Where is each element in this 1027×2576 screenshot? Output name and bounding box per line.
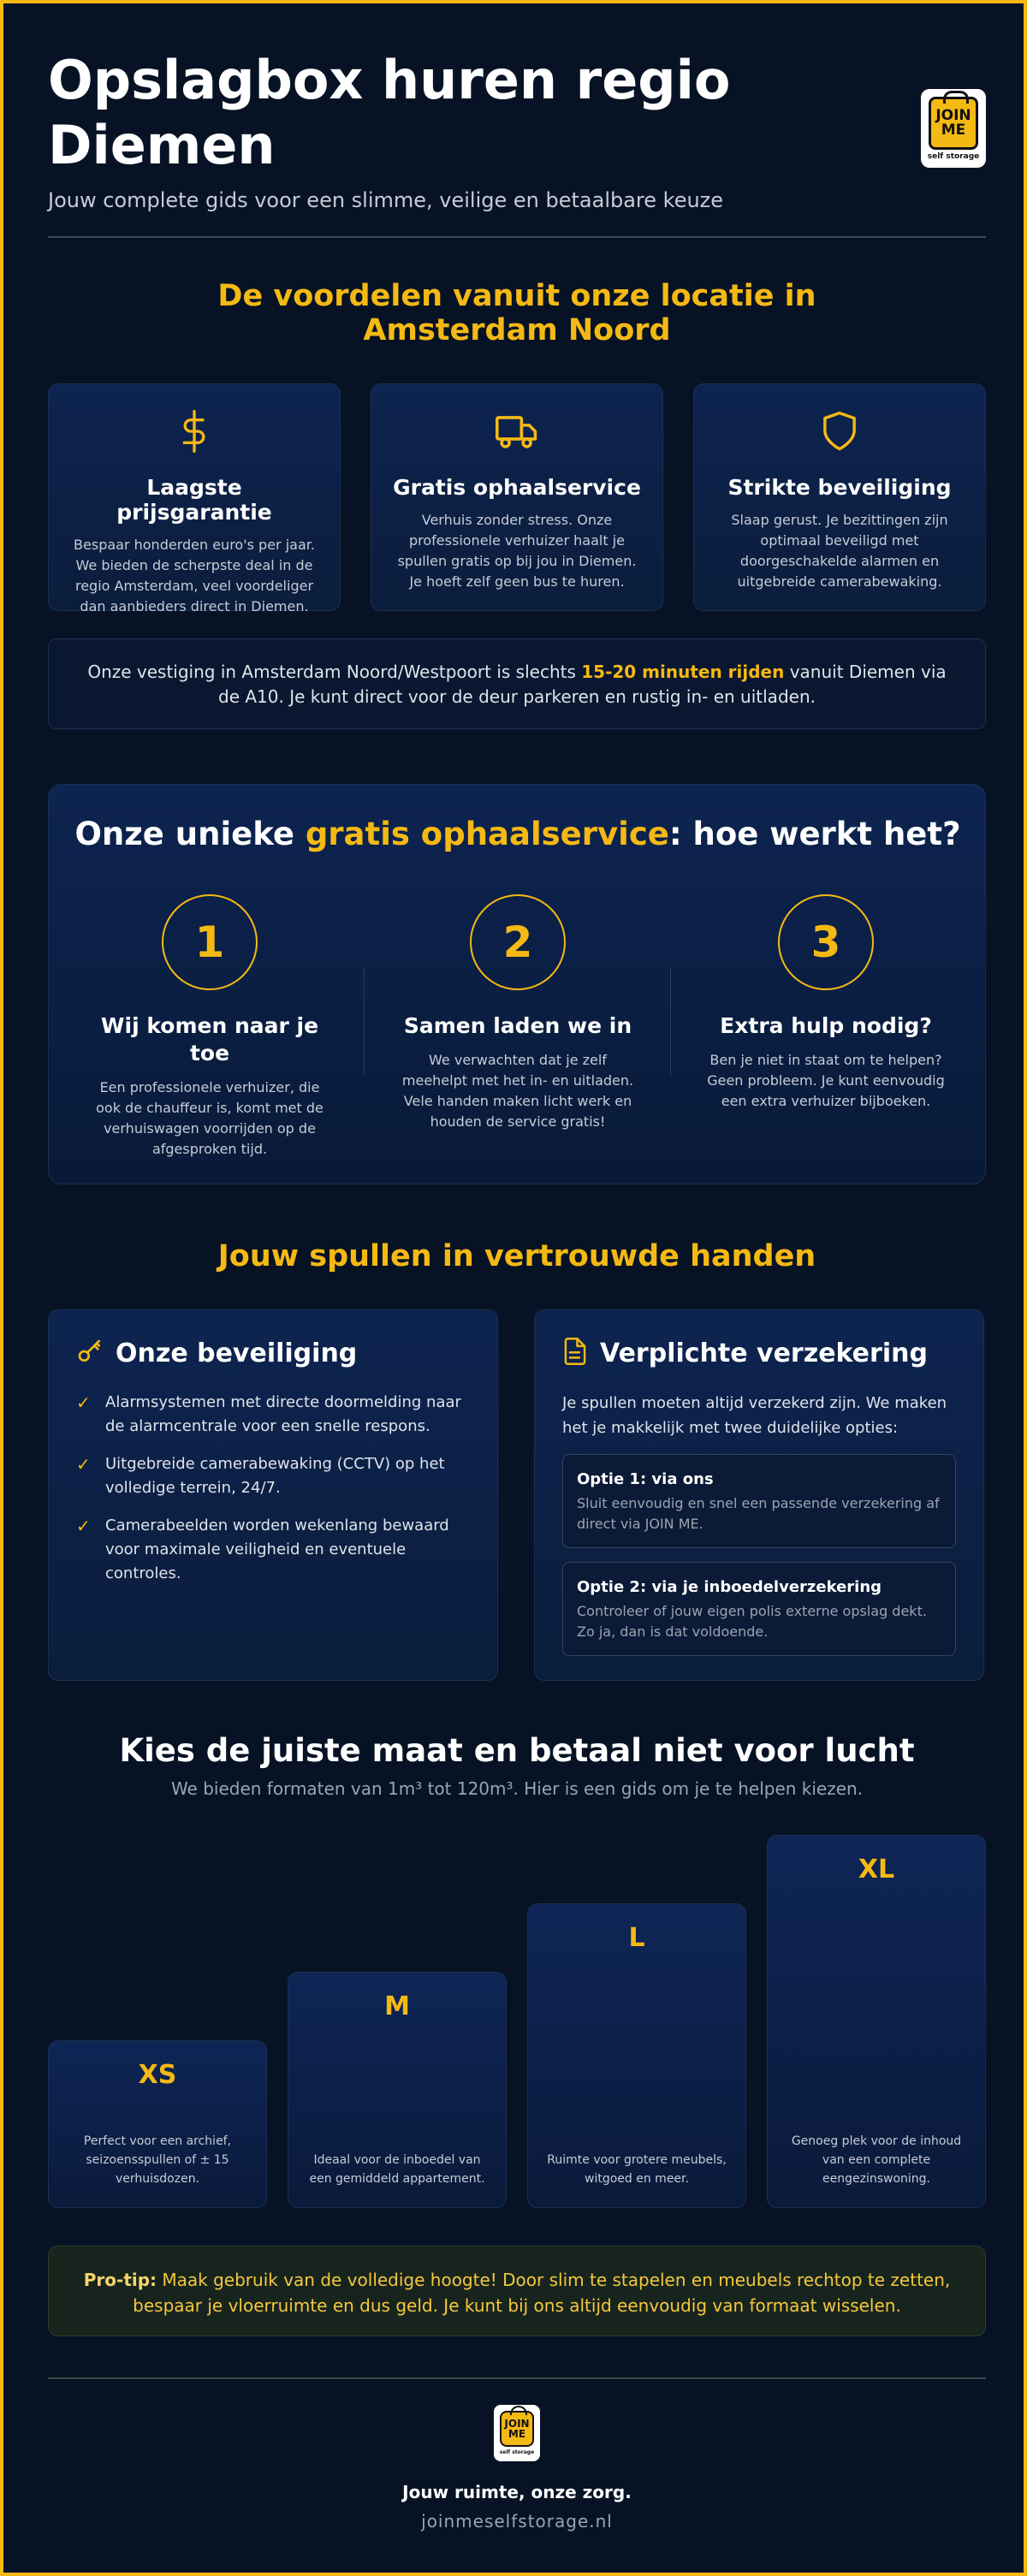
sizes-subtitle: We bieden formaten van 1m³ tot 120m³. Hier is een gids om je te helpen kiezen.: [170, 1778, 864, 1799]
benefit-card: [693, 383, 986, 611]
security-item-text: Uitgebreide camerabewaking (CCTV) op het volledige terrein, 24/7.: [105, 1455, 445, 1497]
benefits-title: De voordelen vanuit onze locatie in Amsterdam Noord: [217, 279, 816, 347]
security-panel: [48, 1309, 498, 1681]
insurance-title: Verplichte verzekering: [600, 1338, 928, 1368]
insurance-option: [562, 1454, 956, 1548]
pro-tip-text: Maak gebruik van de volledige hoogte! Door slim te stapelen en meubels rechtop te zetten, bespaar je vloerruimte en dus geld. Je kunt bij ons altijd eenvoudig van formaat wisselen.: [133, 2270, 951, 2316]
insurance-panel: [534, 1309, 984, 1681]
key-icon: [76, 1338, 104, 1368]
logo-line1: JOIN: [935, 106, 971, 124]
size-card-m: [288, 1972, 507, 2208]
benefit-card: [48, 383, 341, 614]
option-title: Optie 1: via ons: [577, 1470, 714, 1488]
step-text: Ben je niet in staat om te helpen? Geen probleem. Je kunt eenvoudig een extra verhuizer bijboeken.: [707, 1052, 945, 1109]
logo-tag: self storage: [499, 2449, 535, 2455]
footer: [48, 2405, 986, 2531]
check-icon: ✓: [76, 1516, 91, 1536]
pickup-title-before: Onze unieke: [74, 816, 306, 852]
size-text: Ideaal voor de inboedel van een gemiddeld appartement.: [309, 2153, 485, 2186]
size-card-xl: [767, 1835, 986, 2208]
size-card-l: [527, 1903, 746, 2208]
divider: [48, 2377, 986, 2379]
insurance-option: [562, 1562, 956, 1656]
benefit-title: Gratis ophaalservice: [393, 475, 641, 500]
pickup-title: [49, 816, 987, 852]
benefit-title: Laagste prijsgarantie: [116, 475, 272, 525]
step-text: Een professionele verhuizer, die ook de chauffeur is, komt met de verhuiswagen voorrijden op de afgesproken tijd.: [96, 1079, 324, 1157]
location-note-after: vanuit Diemen via de A10. Je kunt direct voor de deur parkeren en rustig in- en uitladen.: [218, 662, 947, 707]
step-text: We verwachten dat je zelf meehelpt met het in- en uitladen. Vele handen maken licht werk en houden de service gratis!: [401, 1052, 634, 1130]
trust-title: Jouw spullen in vertrouwde handen: [217, 1239, 816, 1273]
size-label: XL: [858, 1855, 895, 1885]
pickup-section: [48, 784, 986, 1184]
benefit-text: Verhuis zonder stress. Onze professionele verhuizer haalt je spullen gratis op bij jou in Diemen. Je hoeft zelf geen bus te huren.: [397, 512, 637, 590]
pro-tip-label: Pro-tip:: [83, 2270, 157, 2290]
step-number: 3: [778, 894, 874, 990]
footer-tagline: Jouw ruimte, onze zorg.: [402, 2482, 632, 2502]
size-text: Perfect voor een archief, seizoensspullen of ± 15 verhuisdozen.: [83, 2134, 232, 2186]
logo-tag: self storage: [927, 151, 980, 161]
size-card-xs: [48, 2040, 267, 2208]
check-icon: ✓: [76, 1454, 91, 1475]
step-separator: [670, 968, 671, 1076]
benefit-text: Bespaar honderden euro's per jaar. We bieden de scherpste deal in de regio Amsterdam, veel voordeliger dan aanbieders direct in Diemen.: [74, 537, 315, 614]
logo-line2: ME: [508, 2428, 526, 2440]
size-text: Ruimte voor grotere meubels, witgoed en meer.: [547, 2153, 727, 2186]
page-subtitle: Jouw complete gids voor een slimme, veilige en betaalbare keuze: [48, 188, 724, 212]
pickup-title-highlight: gratis ophaalservice: [305, 816, 669, 852]
logo-line1: JOIN: [504, 2418, 530, 2430]
pro-tip: [48, 2246, 986, 2336]
header: [48, 48, 986, 212]
logo-bag-icon: [500, 2411, 534, 2447]
logo: [921, 89, 986, 168]
size-text: Genoeg plek voor de inhoud van een complete eengezinswoning.: [791, 2134, 962, 2186]
location-note-before: Onze vestiging in Amsterdam Noord/Westpoort is slechts: [87, 662, 582, 682]
page-title: Opslagbox huren regio Diemen: [48, 49, 731, 176]
size-label: M: [384, 1991, 410, 2021]
location-note: [48, 638, 986, 729]
size-label: L: [628, 1923, 645, 1953]
option-text: Sluit eenvoudig en snel een passende verzekering af direct via JOIN ME.: [577, 1495, 940, 1532]
benefit-title: Strikte beveiliging: [727, 475, 952, 500]
list-item: [76, 1452, 470, 1500]
sizes-title: Kies de juiste maat en betaal niet voor lucht: [119, 1732, 915, 1769]
insurance-intro: Je spullen moeten altijd verzekerd zijn. We maken het je makkelijk met twee duidelijke opties:: [562, 1394, 947, 1437]
logo-bag-icon: [929, 97, 978, 150]
step-title: Wij komen naar je toe: [100, 1013, 319, 1065]
pickup-step: [398, 894, 638, 1132]
pickup-title-after: : hoe werkt het?: [668, 816, 961, 852]
size-label: XS: [138, 2060, 177, 2090]
location-note-highlight: 15-20 minuten rijden: [581, 662, 785, 682]
document-icon: [562, 1338, 588, 1368]
dollar-icon: [68, 410, 321, 453]
pickup-step: [90, 894, 329, 1160]
security-list: [76, 1391, 470, 1586]
logo-line2: ME: [941, 121, 966, 139]
footer-logo: [494, 2405, 540, 2461]
list-item: [76, 1514, 470, 1586]
pickup-step: [706, 894, 946, 1112]
check-icon: ✓: [76, 1392, 91, 1413]
step-number: 1: [162, 894, 258, 990]
benefit-text: Slaap gerust. Je bezittingen zijn optimaal beveiligd met doorgeschakelde alarmen en uitgebreide camerabewaking.: [731, 512, 948, 590]
option-text: Controleer of jouw eigen polis externe opslag dekt. Zo ja, dan is dat voldoende.: [577, 1603, 927, 1640]
step-title: Extra hulp nodig?: [720, 1013, 932, 1038]
step-title: Samen laden we in: [403, 1013, 632, 1038]
security-item-text: Camerabeelden worden wekenlang bewaard voor maximale veiligheid en eventuele controles.: [105, 1517, 449, 1582]
shield-icon: [713, 410, 966, 453]
step-separator: [364, 968, 365, 1076]
security-item-text: Alarmsystemen met directe doormelding naar de alarmcentrale voor een snelle respons.: [105, 1393, 461, 1435]
divider: [48, 236, 986, 238]
option-title: Optie 2: via je inboedelverzekering: [577, 1578, 882, 1596]
security-title: Onze beveiliging: [116, 1338, 358, 1368]
footer-url: joinmeselfstorage.nl: [421, 2511, 613, 2531]
truck-icon: [390, 410, 644, 453]
benefit-card: [371, 383, 663, 611]
step-number: 2: [470, 894, 566, 990]
list-item: [76, 1391, 470, 1439]
